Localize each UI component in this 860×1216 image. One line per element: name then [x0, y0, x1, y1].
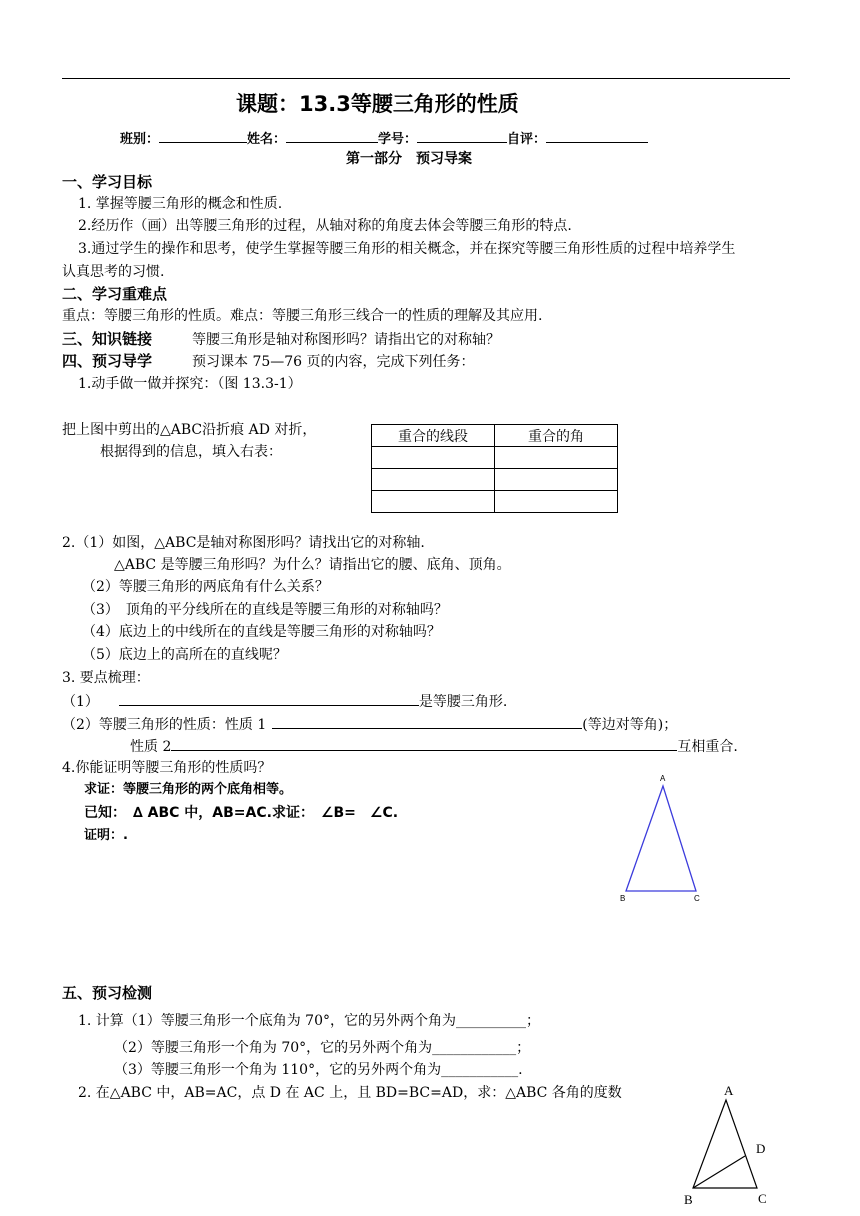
check-item: 2. 在△ABC 中，AB=AC，点 D 在 AC 上，且 BD=BC=AD，求：△ABC 各角的度数 [78, 1085, 622, 1101]
question-3-item-1 [62, 691, 507, 711]
question-2-line: （4）底边上的中线所在的直线是等腰三角形的对称轴吗？ [82, 624, 441, 640]
question-2-line: △ABC 是等腰三角形吗？为什么？请指出它的腰、底角、顶角。 [114, 557, 511, 573]
q3-1-blank[interactable] [119, 691, 419, 706]
q3-3-blank[interactable] [171, 736, 677, 751]
goal-item: 3.通过学生的操作和思考，使学生掌握等腰三角形的相关概念，并在探究等腰三角形性质的过程中培养学生 [78, 241, 736, 257]
table-cell[interactable] [495, 469, 618, 491]
q3-1-suffix: 是等腰三角形. [418, 694, 508, 710]
section-heading-knowledge: 三、知识链接 [62, 330, 153, 348]
question-2-line: （5）底边上的高所在的直线呢？ [82, 647, 287, 663]
vertex-label-d: D [756, 1141, 766, 1156]
table-row [372, 491, 618, 513]
table-header-row [372, 425, 618, 447]
page-title: 课题：13.3等腰三角形的性质 [236, 92, 519, 116]
keypoints-text: 重点：等腰三角形的性质。难点：等腰三角形三线合一的性质的理解及其应用. [62, 308, 543, 324]
q3-1-prefix: （1） [62, 694, 99, 710]
q3-3-prefix: 性质 2 [130, 739, 172, 755]
given-text: 已知： ∆ ABC 中，AB=AC.求证： ∠B= ∠C. [84, 805, 399, 821]
table-cell[interactable] [372, 469, 495, 491]
question-2-line: （2）等腰三角形的两底角有什么关系？ [82, 579, 329, 595]
question-3-item-2 [62, 714, 677, 734]
question-2-line: （3） 顶角的平分线所在的直线是等腰三角形的对称轴吗？ [82, 602, 448, 618]
info-row [120, 128, 648, 149]
number-label: 学号： [378, 132, 418, 147]
knowledge-text: 等腰三角形是轴对称图形吗？请指出它的对称轴？ [192, 332, 500, 348]
table-row [372, 447, 618, 469]
proof-label: 证明：. [84, 828, 128, 843]
fold-instruction: 把上图中剪出的△ABC沿折痕 AD 对折， [62, 422, 317, 438]
vertex-label-a: A [724, 1083, 734, 1098]
table-cell[interactable] [372, 491, 495, 513]
isosceles-triangle-figure [615, 772, 715, 907]
self-eval-field[interactable] [546, 128, 648, 143]
name-field[interactable] [286, 128, 378, 143]
q3-3-suffix: 互相重合. [677, 739, 738, 755]
table-header-cell: 重合的线段 [372, 425, 495, 447]
part-title: 第一部分 预习导案 [346, 151, 472, 167]
goal-item: 1. 掌握等腰三角形的概念和性质. [78, 196, 283, 212]
question-3-title: 3. 要点梳理： [62, 670, 150, 686]
class-field[interactable] [159, 128, 247, 143]
goal-item: 2.经历作（画）出等腰三角形的过程，从轴对称的角度去体会等腰三角形的特点. [78, 218, 572, 234]
triangle-abc [626, 786, 696, 891]
class-label: 班别： [120, 132, 160, 147]
section-heading-guide: 四、预习导学 [62, 352, 153, 370]
given-statement [84, 804, 398, 822]
vertex-label-b: B [620, 894, 626, 903]
table-cell[interactable] [495, 447, 618, 469]
overlap-table [371, 424, 618, 513]
check-item: 1. 计算（1）等腰三角形一个底角为 70°，它的另外两个角为__________； [78, 1013, 540, 1029]
guide-intro: 预习课本 75—76 页的内容，完成下列任务： [192, 354, 475, 370]
question-4-title: 4.你能证明等腰三角形的性质吗？ [62, 760, 272, 776]
check-item: （2）等腰三角形一个角为 70°，它的另外两个角为____________； [114, 1040, 531, 1056]
goal-item: 认真思考的习惯. [62, 264, 165, 280]
section-heading-goals: 一、学习目标 [62, 173, 153, 191]
task-1: 1.动手做一做并探究：（图 13.3-1） [78, 376, 302, 392]
number-field[interactable] [417, 128, 507, 143]
section-heading-keypoints: 二、学习重难点 [62, 285, 168, 303]
vertex-label-c: C [694, 894, 700, 903]
check-item: （3）等腰三角形一个角为 110°，它的另外两个角为___________. [114, 1062, 523, 1078]
q3-2-prefix: （2）等腰三角形的性质：性质 1 [62, 717, 267, 733]
table-cell[interactable] [372, 447, 495, 469]
question-3-item-3 [130, 736, 738, 756]
q3-2-suffix: (等边对等角)； [582, 717, 678, 733]
table-header-cell: 重合的角 [495, 425, 618, 447]
vertex-label-b: B [684, 1192, 693, 1207]
top-rule [62, 78, 790, 79]
segment-bd [693, 1156, 745, 1188]
prove-statement: 求证：等腰三角形的两个底角相等。 [84, 782, 293, 797]
table-cell[interactable] [495, 491, 618, 513]
fill-instruction: 根据得到的信息，填入右表： [100, 444, 282, 460]
table-row [372, 469, 618, 491]
vertex-label-c: C [758, 1191, 767, 1206]
q3-2-blank[interactable] [272, 714, 582, 729]
triangle-abd-figure [680, 1076, 790, 1210]
self-eval-label: 自评： [507, 132, 547, 147]
name-label: 姓名： [247, 132, 287, 147]
vertex-label-a: A [660, 774, 666, 783]
question-2-line: 2.（1）如图，△ABC是轴对称图形吗？请找出它的对称轴. [62, 535, 425, 551]
section-heading-check: 五、预习检测 [62, 984, 153, 1002]
triangle-abc [693, 1100, 757, 1188]
